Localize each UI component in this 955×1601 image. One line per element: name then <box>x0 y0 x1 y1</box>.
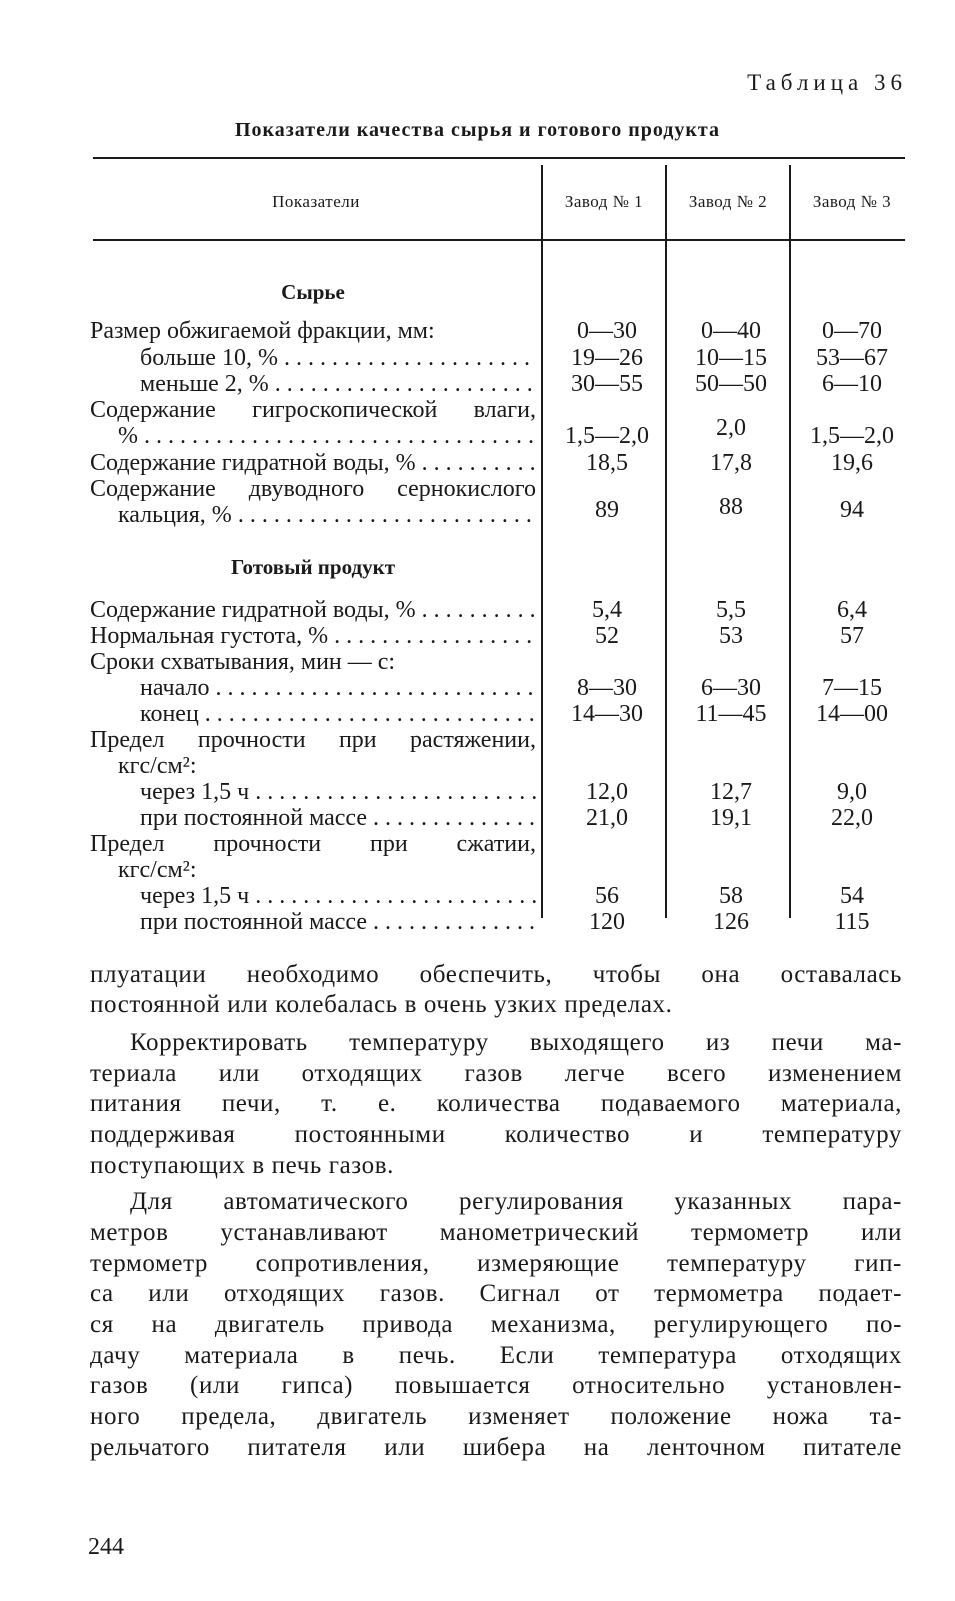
header-plant-2: Завод № 2 <box>688 192 768 211</box>
row-label: Содержание гидратной воды, % . . . <box>90 450 536 476</box>
plant-2-value: 0—40 <box>701 318 761 344</box>
table-row <box>0 831 955 857</box>
table-row <box>0 397 955 423</box>
table-row <box>0 649 955 675</box>
section-title-product: Готовый продукт <box>230 555 396 579</box>
table-row <box>0 345 955 371</box>
row-label: Предел прочности при сжатии, <box>90 831 536 857</box>
plant-3-value: 0—70 <box>822 318 882 344</box>
row-label: меньше 2, % . . . <box>140 371 536 397</box>
plant-2-value: 126 <box>713 909 749 935</box>
plant-3-value: 115 <box>834 909 870 935</box>
row-label: Содержание гидратной воды, % . . . <box>90 597 536 623</box>
plant-2-value: 88 <box>719 494 743 520</box>
body-text-line: постоянной или колебалась в очень узких пределах. <box>90 991 673 1018</box>
plant-1-value: 19—26 <box>571 345 643 371</box>
plant-1-value: 52 <box>595 623 619 649</box>
table-row <box>0 857 955 883</box>
plant-3-value: 53—67 <box>816 345 888 371</box>
plant-3-value: 22,0 <box>831 805 873 831</box>
plant-1-value: 0—30 <box>577 318 637 344</box>
plant-2-value: 2,0 <box>716 415 746 441</box>
plant-1-value: 120 <box>589 909 625 935</box>
plant-3-value: 14—00 <box>816 701 888 727</box>
plant-2-value: 50—50 <box>695 371 767 397</box>
body-text-line: ся на двигатель привода механизма, регулирующего по- <box>90 1311 902 1338</box>
plant-2-value: 5,5 <box>716 597 746 623</box>
table-row <box>0 494 955 528</box>
body-text-line: плуатации необходимо обеспечить, чтобы она оставалась <box>90 961 902 988</box>
table-label: Таблица 36 <box>747 70 907 95</box>
plant-2-value: 58 <box>719 883 743 909</box>
row-label: при постоянной массе . . . <box>140 909 536 935</box>
row-label: Нормальная густота, % . . . <box>90 623 536 649</box>
plant-1-value: 30—55 <box>571 371 643 397</box>
header-indicators: Показатели <box>272 192 360 211</box>
table-row <box>0 779 955 805</box>
table-row <box>0 623 955 649</box>
plant-1-value: 14—30 <box>571 701 643 727</box>
plant-1-value: 18,5 <box>586 450 628 476</box>
row-label: конец . . . <box>140 701 536 727</box>
body-text-line: териала или отходящих газов легче всего изменением <box>90 1060 902 1087</box>
table-row <box>0 450 955 476</box>
body-text-line: дачу материала в печь. Если температура отходящих <box>90 1342 902 1369</box>
plant-3-value: 6—10 <box>822 371 882 397</box>
plant-2-value: 11—45 <box>695 701 767 727</box>
table-row <box>0 318 955 344</box>
table-row <box>0 909 955 935</box>
body-text-line: газов (или гипса) повышается относительно установлен- <box>90 1372 902 1399</box>
row-label: Размер обжигаемой фракции, мм: <box>90 318 435 344</box>
table-title: Показатели качества сырья и готового продукта <box>234 119 720 141</box>
body-text-line: са или отходящих газов. Сигнал от термометра подает- <box>90 1280 902 1307</box>
plant-3-value: 94 <box>840 497 864 523</box>
body-text-line: поступающих в печь газов. <box>90 1152 394 1179</box>
body-text-line: питания печи, т. е. количества подаваемого материала, <box>90 1090 902 1117</box>
plant-3-value: 7—15 <box>822 675 882 701</box>
plant-1-value: 21,0 <box>586 805 628 831</box>
plant-2-value: 53 <box>719 623 743 649</box>
header-plant-1: Завод № 1 <box>564 192 644 211</box>
row-label: кгс/см²: <box>118 857 197 883</box>
plant-2-value: 19,1 <box>710 805 752 831</box>
table-row <box>0 805 955 831</box>
table-row <box>0 701 955 727</box>
table-row <box>0 597 955 623</box>
body-text-line: Для автоматического регулирования указанных пара- <box>130 1188 902 1215</box>
body-text-line: поддерживая постоянными количество и температуру <box>90 1121 902 1148</box>
body-text-line: метров устанавливают манометрический термометр или <box>90 1219 902 1246</box>
row-label: % . . . <box>118 423 536 449</box>
plant-2-value: 6—30 <box>701 675 761 701</box>
row-label: начало . . . <box>140 675 536 701</box>
plant-1-value: 8—30 <box>577 675 637 701</box>
table-top-rule <box>93 157 905 159</box>
row-label: Содержание двуводного сернокислого <box>90 476 536 502</box>
row-label: кгс/см²: <box>118 753 197 779</box>
table-row <box>0 727 955 753</box>
table-row <box>0 415 955 449</box>
plant-1-value: 12,0 <box>586 779 628 805</box>
plant-3-value: 54 <box>840 883 864 909</box>
row-label: через 1,5 ч . . . <box>140 779 536 805</box>
body-text-line: Корректировать температуру выходящего из печи ма- <box>130 1029 902 1056</box>
body-text-line: термометр сопротивления, измеряющие температуру гип- <box>90 1250 902 1277</box>
table-row <box>0 371 955 397</box>
plant-3-value: 6,4 <box>837 597 867 623</box>
plant-1-value: 56 <box>595 883 619 909</box>
plant-2-value: 17,8 <box>710 450 752 476</box>
row-label: больше 10, % . . . <box>140 345 536 371</box>
plant-3-value: 19,6 <box>831 450 873 476</box>
page-number: 244 <box>88 1534 124 1560</box>
row-label: Содержание гигроскопической влаги, <box>90 397 536 423</box>
plant-3-value: 9,0 <box>837 779 867 805</box>
table-row <box>0 675 955 701</box>
plant-1-value: 1,5—2,0 <box>565 423 649 449</box>
plant-1-value: 89 <box>595 497 619 523</box>
body-text-line: ного предела, двигатель изменяет положение ножа та- <box>90 1403 902 1430</box>
row-label: Сроки схватывания, мин — с: <box>90 649 396 675</box>
header-plant-3: Завод № 3 <box>812 192 892 211</box>
table-row <box>0 753 955 779</box>
table-header-rule <box>93 239 905 241</box>
body-text-line: рельчатого питателя или шибера на ленточном питателе <box>90 1434 902 1461</box>
row-label: кальция, % . . . <box>118 502 536 528</box>
plant-1-value: 5,4 <box>592 597 622 623</box>
plant-3-value: 1,5—2,0 <box>810 423 894 449</box>
row-label: при постоянной массе . . . <box>140 805 536 831</box>
row-label: через 1,5 ч . . . <box>140 883 536 909</box>
table-row <box>0 883 955 909</box>
plant-2-value: 10—15 <box>695 345 767 371</box>
plant-3-value: 57 <box>840 623 864 649</box>
section-title-raw: Сырье <box>281 280 345 304</box>
plant-2-value: 12,7 <box>710 779 752 805</box>
row-label: Предел прочности при растяжении, <box>90 727 536 753</box>
